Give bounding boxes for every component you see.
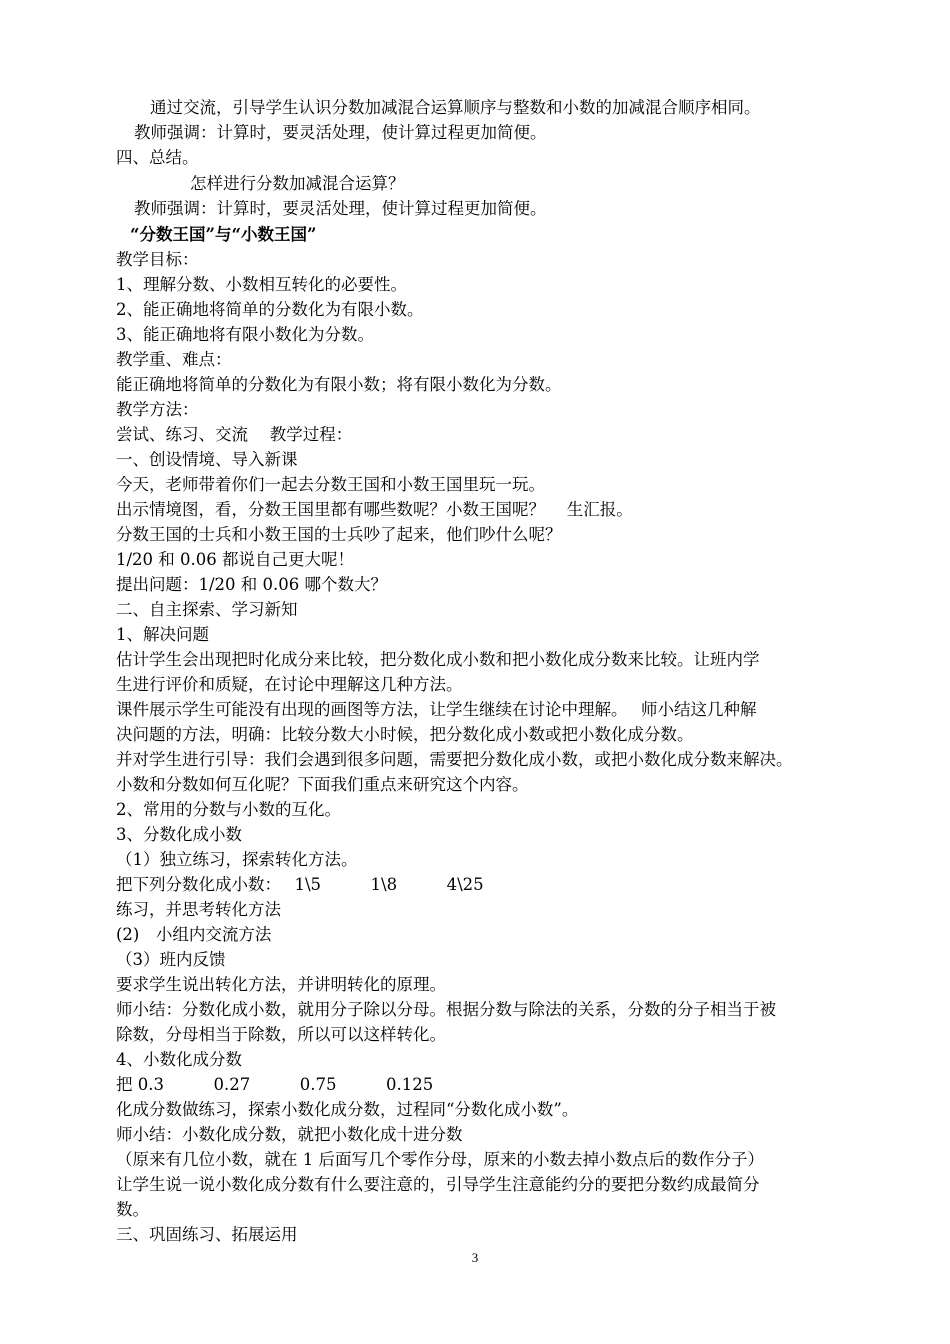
text-line: 1/20 和 0.06 都说自己更大呢！	[116, 550, 355, 569]
text-line: 生进行评价和质疑，在讨论中理解这几种方法。	[116, 675, 463, 694]
section-heading: 一、创设情境、导入新课	[116, 450, 298, 469]
text-line: 分数王国的士兵和小数王国的士兵吵了起来，他们吵什么呢？	[116, 525, 562, 544]
text-line: 让学生说一说小数化成分数有什么要注意的，引导学生注意能约分的要把分数约成最简分	[116, 1175, 760, 1194]
text-line: 练习，并思考转化方法	[116, 900, 281, 919]
text-line: 2、常用的分数与小数的互化。	[116, 800, 341, 819]
text-line: 化成分数做练习，探索小数化成分数，过程同“分数化成小数”。	[116, 1100, 579, 1119]
text-line: 通过交流，引导学生认识分数加减混合运算顺序与整数和小数的加减混合顺序相同。	[150, 98, 761, 117]
page-number: 3	[471, 1250, 479, 1265]
text-line: 估计学生会出现把时化成分来比较，把分数化成小数和把小数化成分数来比较。让班内学	[116, 650, 760, 669]
text-line: 要求学生说出转化方法，并讲明转化的原理。	[116, 975, 446, 994]
text-line: 教学重、难点：	[116, 350, 232, 369]
text-line: 3、分数化成小数	[116, 825, 242, 844]
text-line: 1、理解分数、小数相互转化的必要性。	[116, 275, 407, 294]
text-line: 出示情境图，看，分数王国里都有哪些数呢？小数王国呢？ 生汇报。	[116, 500, 633, 519]
lesson-title: “分数王国”与“小数王国”	[130, 225, 317, 244]
text-line: 4、小数化成分数	[116, 1050, 242, 1069]
text-line: 教学方法：	[116, 400, 199, 419]
text-line: 提出问题：1/20 和 0.06 哪个数大？	[116, 575, 388, 594]
text-line: (2) 小组内交流方法	[116, 925, 272, 944]
text-line: 把下列分数化成小数： 1\5 1\8 4\25	[116, 875, 484, 894]
text-line: 师小结：小数化成分数，就把小数化成十进分数	[116, 1125, 463, 1144]
text-line: 课件展示学生可能没有出现的画图等方法，让学生继续在讨论中理解。 师小结这几种解	[116, 700, 757, 719]
text-line: 把 0.3 0.27 0.75 0.125	[116, 1075, 434, 1094]
text-line: 并对学生进行引导：我们会遇到很多问题，需要把分数化成小数，或把小数化成分数来解决。	[116, 750, 793, 769]
text-line: 教师强调：计算时，要灵活处理，使计算过程更加简便。	[134, 199, 547, 218]
text-line: 除数，分母相当于除数，所以可以这样转化。	[116, 1025, 446, 1044]
text-line: 决问题的方法，明确：比较分数大小时候，把分数化成小数或把小数化成分数。	[116, 725, 694, 744]
text-line: （原来有几位小数，就在 1 后面写几个零作分母，原来的小数去掉小数点后的数作分子）	[116, 1150, 764, 1169]
text-line: 小数和分数如何互化呢？下面我们重点来研究这个内容。	[116, 775, 529, 794]
section-heading: 二、自主探索、学习新知	[116, 600, 298, 619]
text-line: 怎样进行分数加减混合运算？	[190, 174, 405, 193]
section-heading: 三、巩固练习、拓展运用	[116, 1225, 298, 1244]
text-line: 教学目标：	[116, 250, 199, 269]
text-line: 数。	[116, 1200, 149, 1219]
text-line: 2、能正确地将简单的分数化为有限小数。	[116, 300, 424, 319]
text-line: 尝试、练习、交流 教学过程：	[116, 425, 353, 444]
text-line: 教师强调：计算时，要灵活处理，使计算过程更加简便。	[134, 123, 547, 142]
text-line: 能正确地将简单的分数化为有限小数；将有限小数化为分数。	[116, 375, 562, 394]
section-heading: 四、总结。	[116, 148, 199, 167]
text-line: 1、解决问题	[116, 625, 209, 644]
text-line: （3）班内反馈	[116, 950, 226, 969]
text-line: 师小结：分数化成小数，就用分子除以分母。根据分数与除法的关系，分数的分子相当于被	[116, 1000, 776, 1019]
text-line: 今天，老师带着你们一起去分数王国和小数王国里玩一玩。	[116, 475, 545, 494]
text-line: （1）独立练习，探索转化方法。	[116, 850, 358, 869]
text-line: 3、能正确地将有限小数化为分数。	[116, 325, 374, 344]
